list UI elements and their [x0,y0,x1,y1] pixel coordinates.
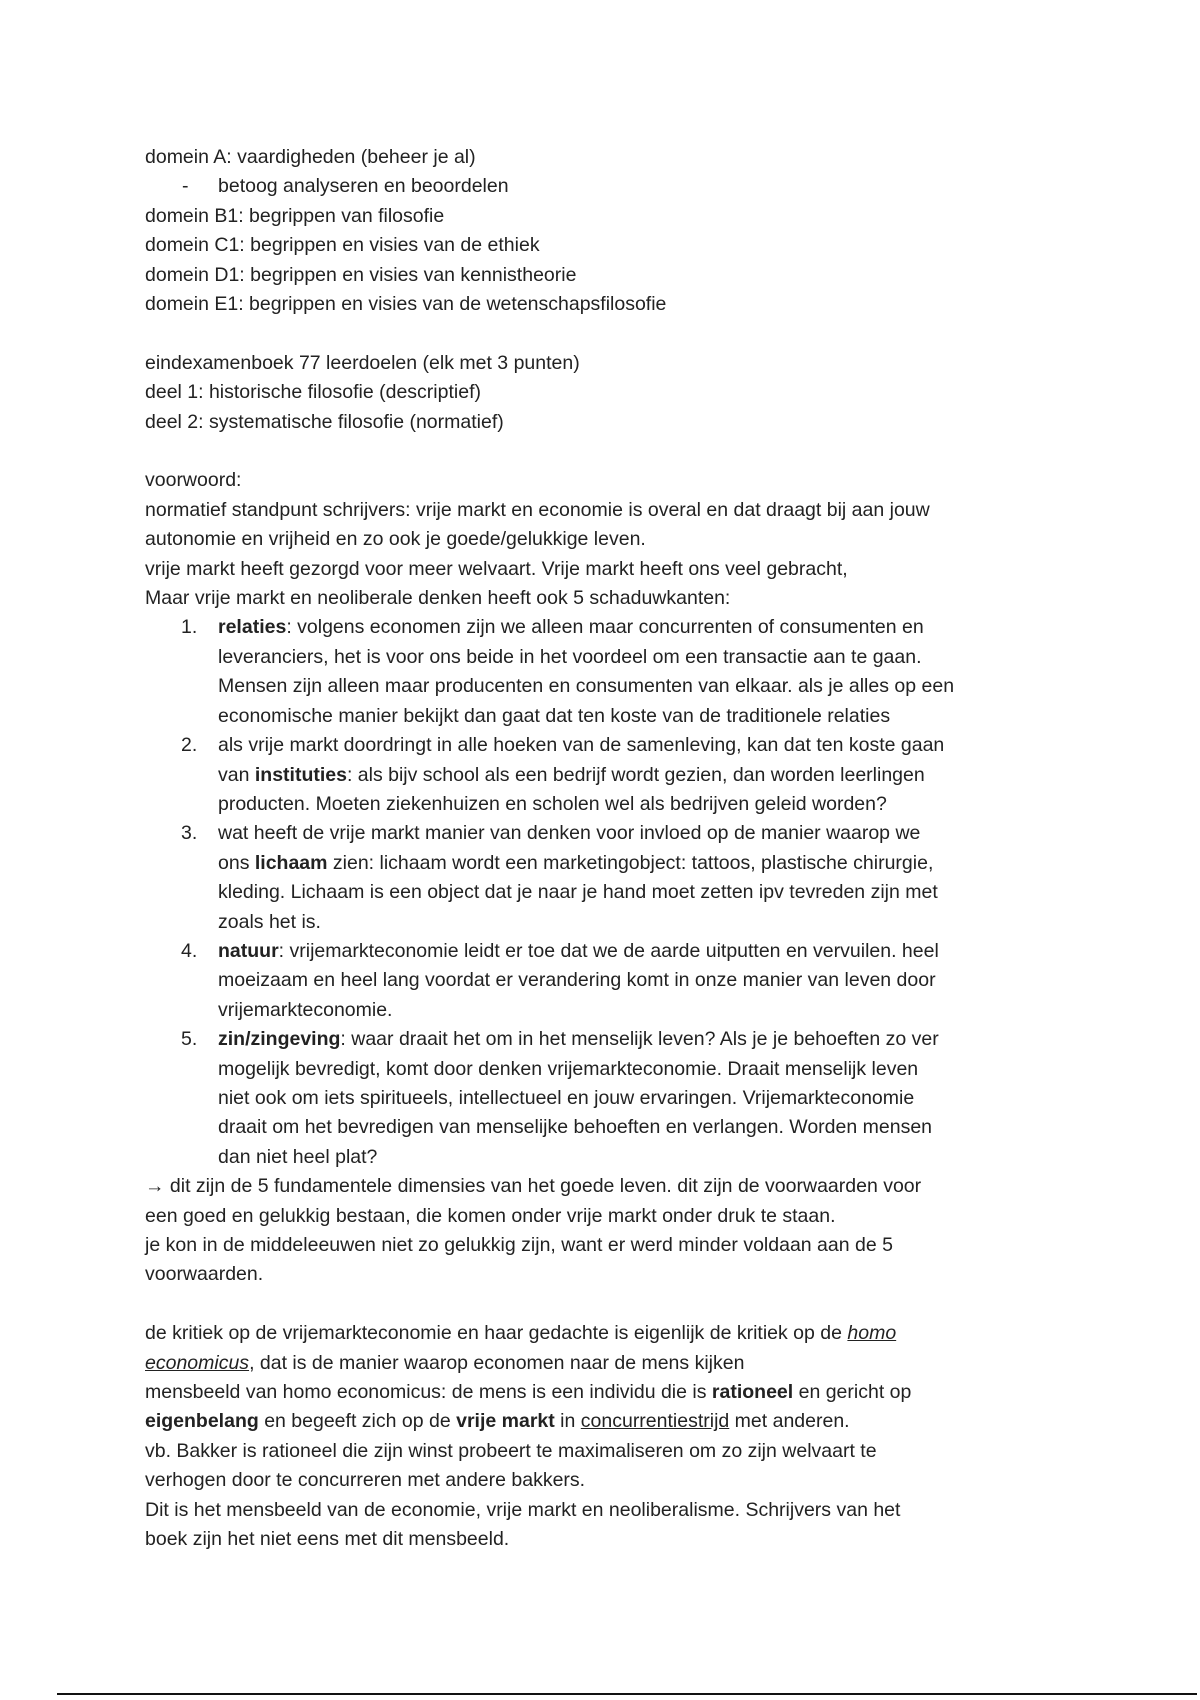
list-dash: - [182,175,189,198]
critique-line: vb. Bakker is rationeel die zijn winst probeert te maximaliseren om zo zijn welvaart te [145,1439,877,1462]
keyword: vrije markt [456,1410,555,1433]
critique-line: de kritiek op de vrijemarkteconomie en haar gedachte is eigenlijk de kritiek op de homo [145,1322,897,1345]
critique-line: verhogen door te concurreren met andere bakkers. [145,1469,586,1492]
page-bottom-rule [57,1693,1197,1695]
conclusion-line: → dit zijn de 5 fundamentele dimensies van het goede leven. dit zijn de voorwaarden voor [145,1175,922,1198]
list-number: 5. [181,1028,198,1051]
domain-c1: domein C1: begrippen en visies van de ethiek [145,234,540,257]
critique-line: eigenbelang en begeeft zich op de vrije markt in concurrentiestrijd met anderen. [145,1410,850,1433]
list-item: 5. zin/zingeving: waar draait het om in het menselijk leven? Als je je behoeften zo ver mogelijk bevredigt, komt door denken vrijemarkteconomie. Draait menselijk leven niet ook om iets spiritueels, intellectueel en jouw ervaringen. Vrijemarkteconomie draait om het bevredigen van menselijke behoeften en verlangen. Worden mensen dan niet heel plat? [145,1025,1075,1172]
conclusion-line: je kon in de middeleeuwen niet zo gelukkig zijn, want er werd minder voldaan aan de 5 [145,1234,893,1256]
homo-economicus-term: economicus [145,1351,250,1374]
list-number: 3. [181,822,198,845]
critique-line: economicus, dat is de manier waarop economen naar de mens kijken [145,1351,745,1374]
keyword: natuur [218,939,279,962]
foreword-title: voorwoord: [145,469,242,492]
domain-d1: domein D1: begrippen en visies van kennistheorie [145,263,577,286]
list-number: 1. [181,616,198,639]
keyword: zin/zingeving [218,1028,341,1051]
foreword-line: normatief standpunt schrijvers: vrije markt en economie is overal en dat draagt bij aan jouw [145,498,930,521]
critique-line: boek zijn het niet eens met dit mensbeeld. [145,1528,510,1551]
domain-a-subitem [145,172,1075,201]
foreword-line: Maar vrije markt en neoliberale denken heeft ook 5 schaduwkanten: [145,587,731,610]
list-number: 4. [181,939,198,962]
list-item: 2. als vrije markt doordringt in alle hoeken van de samenleving, kan dat ten koste gaan van instituties: als bijv school als een bedrijf wordt gezien, dan worden leerlingen producten. Moeten ziekenhuizen en scholen wel als bedrijven geleid worden? [145,731,1075,819]
keyword: lichaam [254,851,328,874]
homo-economicus-term: homo [847,1322,897,1345]
critique-line: mensbeeld van homo economicus: de mens is een individu die is rationeel en gericht op [145,1381,912,1404]
keyword: instituties [254,763,347,786]
keyword: eigenbelang [145,1410,259,1433]
conclusion-line: voorwaarden. [145,1263,264,1286]
foreword-line: autonomie en vrijheid en zo ook je goede/gelukkige leven. [145,528,646,551]
exam-part-2: deel 2: systematische filosofie (normatief) [145,410,504,433]
domain-a: domein A: vaardigheden (beheer je al) [145,146,476,168]
domain-b1: domein B1: begrippen van filosofie [145,204,445,227]
domain-a-subitem-text: betoog analyseren en beoordelen [218,175,509,198]
list-number: 2. [181,734,198,757]
exam-book-line: eindexamenboek 77 leerdoelen (elk met 3 punten) [145,351,580,374]
exam-part-1: deel 1: historische filosofie (descriptief) [145,381,481,404]
foreword-line: vrije markt heeft gezorgd voor meer welvaart. Vrije markt heeft ons veel gebracht, [145,557,848,580]
keyword: relaties [218,616,287,639]
list-item: 3. wat heeft de vrije markt manier van denken voor invloed op de manier waarop we ons lichaam zien: lichaam wordt een marketingobject: tattoos, plastische chirurgie, kleding. Lichaam is een object dat je naar je hand moet zetten ipv tevreden zijn met zoals het is. [145,819,1075,937]
critique-line: Dit is het mensbeeld van de economie, vrije markt en neoliberalisme. Schrijvers van het [145,1498,901,1521]
underlined-term: concurrentiestrijd [580,1410,730,1433]
list-item: 1. relaties: volgens economen zijn we alleen maar concurrenten of consumenten en leveranciers, het is voor ons beide in het voordeel om een transactie aan te gaan. Mensen zijn alleen maar producenten en consumenten van elkaar. als je alles op een economische manier bekijkt dan gaat dat ten koste van de traditionele relaties [145,613,1075,731]
keyword: rationeel [711,1381,794,1404]
list-item: 4. natuur: vrijemarkteconomie leidt er toe dat we de aarde uitputten en vervuilen. heel moeizaam en heel lang voordat er verandering komt in onze manier van leven door vrijemarkteconomie. [145,937,1075,1025]
document-body [145,143,1075,1554]
conclusion-line: een goed en gelukkig bestaan, die komen onder vrije markt onder druk te staan. [145,1204,836,1227]
domain-e1: domein E1: begrippen en visies van de wetenschapsfilosofie [145,293,667,316]
shadow-sides-list [145,613,1075,1172]
